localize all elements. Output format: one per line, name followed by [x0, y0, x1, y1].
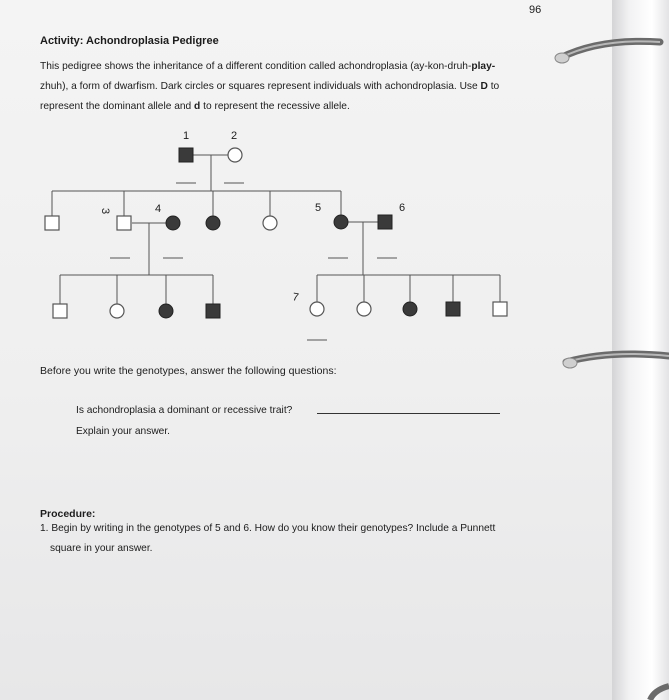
label-1: 1: [183, 130, 190, 142]
explain-prompt: Explain your answer.: [76, 426, 170, 437]
label-2: 2: [231, 130, 238, 142]
questions-heading: Before you write the genotypes, answer the following questions:: [40, 365, 337, 377]
page-number: 96: [529, 4, 542, 16]
dominant-allele: D: [480, 81, 488, 92]
label-6: 6: [399, 202, 406, 214]
label-3: 3: [99, 208, 111, 215]
binder-ring-icon: [650, 686, 669, 700]
intro-text-5: to represent the recessive allele.: [200, 101, 350, 112]
label-5: 5: [315, 202, 322, 214]
dominant-recessive-question: Is achondroplasia a dominant or recessive trait?: [76, 405, 293, 416]
intro-bold-play: play-: [471, 61, 496, 72]
intro-text-2: zhuh), a form of dwarfism. Dark circles or squares represent individuals with achondroplasia. Use: [40, 81, 481, 92]
step-1-line-1: 1. Begin by writing in the genotypes of 5 and 6. How do you know their genotypes? Include a Punnett: [40, 523, 496, 534]
label-4: 4: [155, 203, 162, 215]
label-7: 7: [291, 291, 300, 305]
binder-ring-icon: [555, 41, 660, 63]
intro-text-3: to: [487, 81, 500, 92]
intro-text-4: represent the dominant allele and: [40, 101, 195, 112]
procedure-title: Procedure:: [40, 508, 96, 520]
step-1-line-2: square in your answer.: [50, 543, 153, 554]
recessive-allele: d: [194, 101, 201, 112]
binder-ring-icon: [563, 354, 669, 368]
activity-title: Activity: Achondroplasia Pedigree: [40, 35, 219, 47]
intro-text-1: This pedigree shows the inheritance of a different condition called achondroplasia (ay-kon-druh-: [40, 61, 472, 72]
